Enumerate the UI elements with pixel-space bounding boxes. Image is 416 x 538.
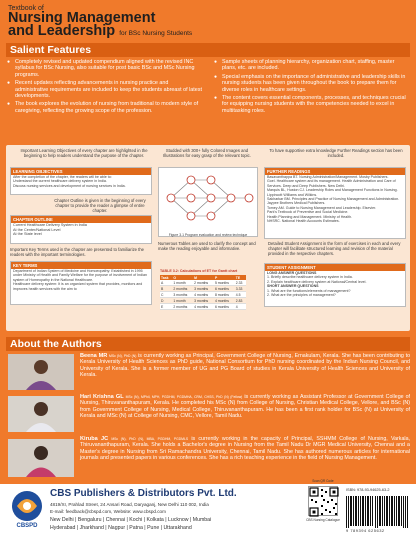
table-cell: A [160,280,172,286]
reading-item: Tomey AM. Guide to Nursing Management and Leadership. Elsevier. [267,205,377,210]
figure-caption: Figure 3.1 Program evaluation and review technique [168,233,248,237]
feature-item: ● The book explores the evolution of nursing from traditional to modern style of caregiving, reflecting the growing scope of the profession. [6,101,202,114]
title-prefix: Textbook of [8,5,44,12]
table-header: Task [160,275,172,280]
learning-objective-item: Understand the current healthcare delivery system in India. [13,179,107,184]
student-assignment-box [264,263,406,307]
key-term-item: Healthcare delivery system: It is an organized system that provides, monitors and improves health services with the aim to [13,282,143,291]
feature-item: ● Recent updates reflecting advancements in nursing practice and administrative requirements are included to keep the students abreast of latest developments. [6,80,202,99]
table-cell: 3 months [193,298,214,304]
author-photo [8,396,74,432]
publisher-logo [8,488,46,534]
question-item: 1. Briefly describe healthcare delivery system in India. [267,275,353,280]
table-header: P [214,275,235,280]
annotation-tables: Numerous Tables are used to clarify the concept and make the reading enjoyable and informative. [158,241,256,251]
table-cell: 8 months [214,292,235,298]
feature-item: ● The content covers essential components, processes, and techniques crucial for equipping nursing students with the competencies needed to excel in multitasking roles. [213,95,409,114]
table-cell: 4.5 [235,292,246,298]
reading-item: Sakharkar BM. Principles and Practice of Nursing Management and Administration. Jaypee Brothers Medical Publishers. [267,197,400,206]
publisher-footer [0,479,416,538]
publisher-offices: New Delhi | Bengaluru | Chennai | Kochi | Kolkata | Lucknow | Mumbai [50,517,212,523]
salient-features-left [6,59,202,116]
reading-item: Health Planning and Management. Ministry of Health. [267,214,353,219]
table-caption: TABLE 3.2: Calculations of ET for Gantt chart [160,269,238,273]
annotation-chapter-outline: Chapter Outline is given in the beginning of every chapter to provide the reader a glimpse of entire chapter. [54,198,146,213]
table-cell: 3 months [193,286,214,292]
publisher-offices: Hyderabad | Jharkhand | Nagpur | Patna | Pune | Uttarakhand [50,525,192,531]
table-cell: 4 months [214,298,235,304]
reading-item: Goel. Healthcare system and its management. Health Administration and Care of Services. Deep and Deep Publishers. New Delhi. [267,179,396,188]
question-item: 2. What are the principles of management? [267,293,336,298]
chapter-outline-box [10,215,152,244]
learning-objectives-box [10,167,152,195]
further-readings-box [264,167,406,239]
table-cell: 6 months [214,286,235,292]
sample-pages-panel [6,145,410,331]
salient-features-header [6,43,410,57]
about-authors-title: About the Authors [10,338,102,350]
author-photo [8,354,74,390]
table-cell: 3 months [172,292,193,298]
author-qualifications: MSc (N), MPhil, MPH, PGDHM, PGDMHA, CRM, CHSS, PhD (N) (Fellow) [125,395,243,399]
annotation-further-readings: To have supportive extra knowledge Further Readings section has been included. [269,148,403,158]
publisher-logo-text: CBSPD [16,523,38,529]
table-cell: C [160,292,172,298]
table-cell: D [160,298,172,304]
reading-item: NHSRC. National Health Accounts Estimates. [267,219,340,224]
qr-code-icon [309,487,339,517]
annotation-student-assignment: Detailed Student Assignment in the form of exercises in each and every chapter will facilitate structured learning and revision of the material provided in the respective chapters. [268,241,401,256]
table-cell: E [160,304,172,310]
book-title [8,12,192,40]
short-answer-title: SHORT ANSWER QUESTIONS [267,284,319,289]
learning-objectives-intro: After the completion of the chapter, the readers will be able to: [13,175,112,179]
student-assignment-title: STUDENT ASSIGNMENT [265,264,405,271]
table-header: M [193,275,214,280]
author-portrait-icon [8,439,74,477]
table-cell: 4 [235,304,246,310]
figure-box [158,167,258,237]
learning-objectives-title: LEARNING OBJECTIVES [11,168,151,175]
annotation-learning-objectives: Important Learning Objectives of every chapter are highlighted in the beginning to help readers understand the purpose of the chapter. [20,148,148,158]
table-cell: 2 months [172,304,193,310]
table-cell: 1 month [172,280,193,286]
publisher-address: 4819/XI, Prahlad Street, 24 Ansari Road, Daryaganj, New Delhi 110 002, India [50,502,209,507]
author-portrait-icon [8,396,74,432]
table-cell: 2 months [193,280,214,286]
outline-item: At the Center/National Level [13,227,61,232]
table-row [160,304,246,310]
reading-item: Basavanthappa BT. Nursing Administration/Management. Mosby Publishers. [267,175,389,179]
table-cell: 2.33 [235,280,246,286]
long-answer-title: LONG ANSWER QUESTIONS [267,271,317,275]
annotation-key-terms: Important Key Terms used in the chapter are presented to familiarize the readers with the important terminologies. [10,247,144,257]
table-cell: 4 months [193,292,214,298]
author-bio [80,353,410,378]
reading-item: Park's Textbook of Preventive and Social Medicine. [267,210,349,215]
key-terms-title: KEY TERMS [11,262,151,269]
author-portrait-icon [8,354,74,390]
author-name: Hari Krishna GL [80,394,124,400]
salient-features-right [213,59,409,116]
question-item: 1. What are the functions/elements of management? [267,288,351,293]
chapter-outline-title: CHAPTER OUTLINE [11,216,151,223]
author-photo [8,439,74,477]
publisher-name: CBS Publishers & Distributors Pvt. Ltd. [50,488,237,499]
author-bio-text: is currently working as Assistant Professor at Government College of Nursing, Thiruvananthapuram, Kerala. He completed his MSc (N) from College of Nursing, Christian Medical College, Vellore, and BSc (N) from Government College of Nursing, Medical College, Thiruvananthapuram. He has been a first rank holder for BSc (N) at University of Kerala and MSc (N) at College of Nursing, CMC, Vellore, Tamil Nadu. [80,394,410,419]
book-title-line2: and Leadership [8,23,116,39]
table-cell: 1 month [172,298,193,304]
question-item: 2. Explain healthcare delivery system at National/Central level. [267,279,367,284]
author-name: Kiruba JC [80,436,109,442]
table-cell: B [160,286,172,292]
key-terms-box [10,261,152,305]
author-name: Beena MR [80,353,108,359]
learning-objective-item: Discuss nursing services and development of nursing services in India. [13,183,126,188]
qr-code[interactable] [308,486,338,516]
table-cell: 4 months [193,304,214,310]
barcode-number: 9 789394 625632 [346,528,385,533]
table-header: O [172,275,193,280]
table-cell: 5 months [214,280,235,286]
qr-caption: CBS Nursing Catalogue [306,518,340,522]
author-bio-text: is currently working in the capacity of Principal, SSHMM College of Nursing, Varkala, Thiruvananthapuram, Kerala. She holds a Bachelor's degree in Nursing from the Tamil Nadu Dr MGR Medical University, Chennai and a Master's degree in Nursing from Sri Ramachandra University, Chennai, Tamil Nadu. She has authored numerous articles for international journals and presented papers in various conferences. She has a rich teaching experience in the field of Nursing Management. [80,436,411,461]
author-qualifications: MSc (N), PhD (N) [109,354,137,358]
outline-item: At the State level [13,232,42,237]
qr-caption: Scan QR Code [312,479,334,483]
author-bio [80,394,410,419]
book-title-suffix: for BSc Nursing Students [119,30,193,37]
feature-item: ● Special emphasis on the importance of administrative and leadership skills in nursing students has been given throughout the book to prepare them for diverse roles in healthcare settings. [213,74,409,93]
outline-item: Current Healthcare Delivery System in India [13,223,87,227]
about-authors-header [6,337,410,351]
author-bio-text: is currently working as Principal, Government College of Nursing, Ernakulam, Kerala. She has been contributing to Kerala University of Health Sciences as PhD guide, National Consortium for PhD nursing coordinated by the Indian Nursing Council, and University of Kerala. She is a former member of UG and PG Board of studies in Kerala University of Health Sciences and University of Kerala. [80,353,411,378]
further-readings-title: FURTHER READINGS [265,168,405,175]
table-header: TE [235,275,246,280]
table-cell: 2.83 [235,298,246,304]
annotation-figures: Studded with 300+ fully Colored Images and Illustrations for easy grasp of the relevant topic. [163,148,251,158]
reading-item: Marquis BL, Huston CJ. Leadership Roles and Management Functions in Nursing. Lippincott Williams and Wilkins. [267,188,398,197]
pert-network-diagram [159,168,259,228]
feature-item: ● Sample sheets of planning hierarchy, organization chart, staffing, master plans, etc. are included. [213,59,409,72]
key-term-item: Department of Indian System of Medicine and Homoeopathy: Established in 1995 under Ministry of Health and Family Welfare for the purpose of involvement of Indian system of Homeopathy in the National Healthcare. [13,269,147,282]
publisher-contact: E-mail: feedback@cbspd.com, Website: www.cbspd.com [50,509,166,514]
salient-features-title: Salient Features [10,44,92,56]
isbn-text: ISBN: 978-93-94625-63-2 [346,488,390,492]
author-bio [80,436,410,461]
table-cell: 3.33 [235,286,246,292]
feature-item: ● Completely revised and updated compendium aligned with the revised INC syllabus for BSc Nursing, also suitable for post basic BSc and MSc Nursing programs. [6,59,202,78]
table-cell: 6 months [214,304,235,310]
table-cell: 2 months [172,286,193,292]
author-qualifications: MSc (N), PhD (N), MBA, PGDHM, PGDMLS [111,437,189,441]
book-title-line1: Nursing Management [8,10,156,26]
sample-table [160,275,246,310]
barcode-icon [346,496,408,528]
